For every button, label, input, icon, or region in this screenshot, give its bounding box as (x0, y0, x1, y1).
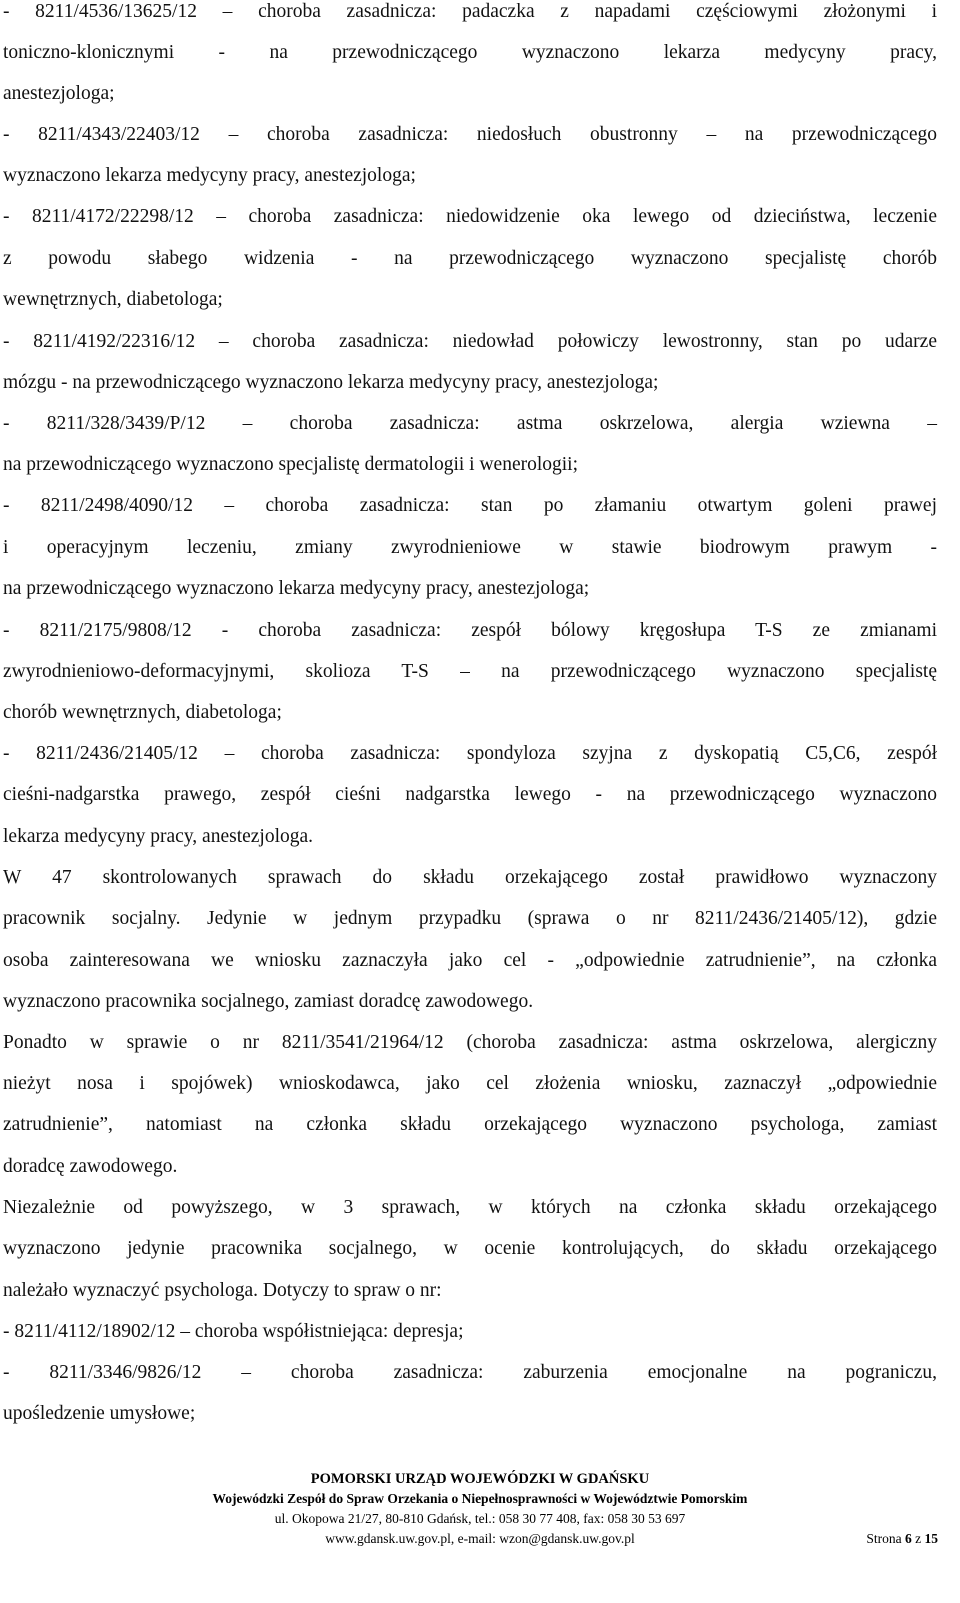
text-line: - 8211/2175/9808/12 - choroba zasadnicza: zespół bólowy kręgosłupa T-S ze zmianami (3, 620, 937, 641)
text-line: na przewodniczącego wyznaczono specjalistę dermatologii i wenerologii; (3, 454, 579, 475)
text-line: - 8211/2436/21405/12 – choroba zasadnicza: spondyloza szyjna z dyskopatią C5,C6, zespół (3, 743, 937, 764)
text-line: - 8211/4172/22298/12 – choroba zasadnicza: niedowidzenie oka lewego od dzieciństwa, leczenie (3, 206, 937, 227)
text-line: doradcę zawodowego. (3, 1156, 178, 1177)
text-line: osoba zainteresowana we wniosku zaznaczyła jako cel - „odpowiednie zatrudnienie”, na członka (3, 950, 937, 971)
page-prefix: Strona (866, 1531, 902, 1546)
text-line: cieśni-nadgarstka prawego, zespół cieśni nadgarstka lewego - na przewodniczącego wyznaczono (3, 784, 937, 805)
footer-address: ul. Okopowa 21/27, 80-810 Gdańsk, tel.: 058 30 77 408, fax: 058 30 53 697 (274, 1511, 686, 1526)
text-line: W 47 skontrolowanych sprawach do składu orzekającego został prawidłowo wyznaczony (3, 867, 937, 888)
text-line: pracownik socjalny. Jedynie w jednym przypadku (sprawa o nr 8211/2436/21405/12), gdzie (3, 908, 937, 929)
text-line: wyznaczono lekarza medycyny pracy, anestezjologa; (3, 165, 416, 186)
text-line: lekarza medycyny pracy, anestezjologa. (3, 826, 314, 847)
text-line: - 8211/3346/9826/12 – choroba zasadnicza: zaburzenia emocjonalne na pograniczu, (3, 1362, 937, 1383)
text-line: i operacyjnym leczeniu, zmiany zwyrodnieniowe w stawie biodrowym prawym - (3, 537, 937, 558)
text-line: Niezależnie od powyższego, w 3 sprawach, w których na członka składu orzekającego (3, 1197, 937, 1218)
text-line: - 8211/4192/22316/12 – choroba zasadnicza: niedowład połowiczy lewostronny, stan po udarze (3, 331, 937, 352)
footer-team-name: Wojewódzki Zespół do Spraw Orzekania o Niepełnosprawności w Województwie Pomorskim (212, 1491, 748, 1506)
page-total: 15 (924, 1531, 938, 1546)
page-sep: z (915, 1531, 922, 1546)
text-line: - 8211/4343/22403/12 – choroba zasadnicza: niedosłuch obustronny – na przewodniczącego (3, 124, 937, 145)
text-line: chorób wewnętrznych, diabetologa; (3, 702, 282, 723)
text-line: Ponadto w sprawie o nr 8211/3541/21964/12 (choroba zasadnicza: astma oskrzelowa, alergiczny (3, 1032, 937, 1053)
text-line: z powodu słabego widzenia - na przewodniczącego wyznaczono specjalistę chorób (3, 248, 937, 269)
page-number (866, 1531, 938, 1547)
text-line: mózgu - na przewodniczącego wyznaczono lekarza medycyny pracy, anestezjologa; (3, 372, 659, 393)
text-line: nieżyt nosa i spojówek) wnioskodawca, jako cel złożenia wniosku, zaznaczył „odpowiednie (3, 1073, 937, 1094)
text-line: wyznaczono jedynie pracownika socjalnego, w ocenie kontrolujących, do składu orzekającego (3, 1238, 937, 1259)
text-line: na przewodniczącego wyznaczono lekarza medycyny pracy, anestezjologa; (3, 578, 590, 599)
text-line: wewnętrznych, diabetologa; (3, 289, 223, 310)
text-line: należało wyznaczyć psychologa. Dotyczy to spraw o nr: (3, 1280, 442, 1301)
footer-office-name: POMORSKI URZĄD WOJEWÓDZKI W GDAŃSKU (310, 1471, 650, 1487)
text-line: - 8211/328/3439/P/12 – choroba zasadnicza: astma oskrzelowa, alergia wziewna – (3, 413, 937, 434)
text-line: anestezjologa; (3, 83, 115, 104)
text-line: zwyrodnieniowo-deformacyjnymi, skolioza T-S – na przewodniczącego wyznaczono specjalistę (3, 661, 937, 682)
text-line: upośledzenie umysłowe; (3, 1403, 196, 1424)
footer-contact: www.gdansk.uw.gov.pl, e-mail: wzon@gdansk.uw.gov.pl (325, 1531, 635, 1546)
page-current: 6 (905, 1531, 912, 1546)
text-line: wyznaczono pracownika socjalnego, zamiast doradcę zawodowego. (3, 991, 534, 1012)
text-line: - 8211/4112/18902/12 – choroba współistniejąca: depresja; (3, 1321, 464, 1342)
text-line: zatrudnienie”, natomiast na członka składu orzekającego wyznaczono psychologa, zamiast (3, 1114, 937, 1135)
text-line: - 8211/4536/13625/12 – choroba zasadnicza: padaczka z napadami częściowymi złożonymi i (3, 1, 937, 22)
text-line: toniczno-klonicznymi - na przewodniczącego wyznaczono lekarza medycyny pracy, (3, 42, 937, 63)
text-line: - 8211/2498/4090/12 – choroba zasadnicza: stan po złamaniu otwartym goleni prawej (3, 495, 937, 516)
